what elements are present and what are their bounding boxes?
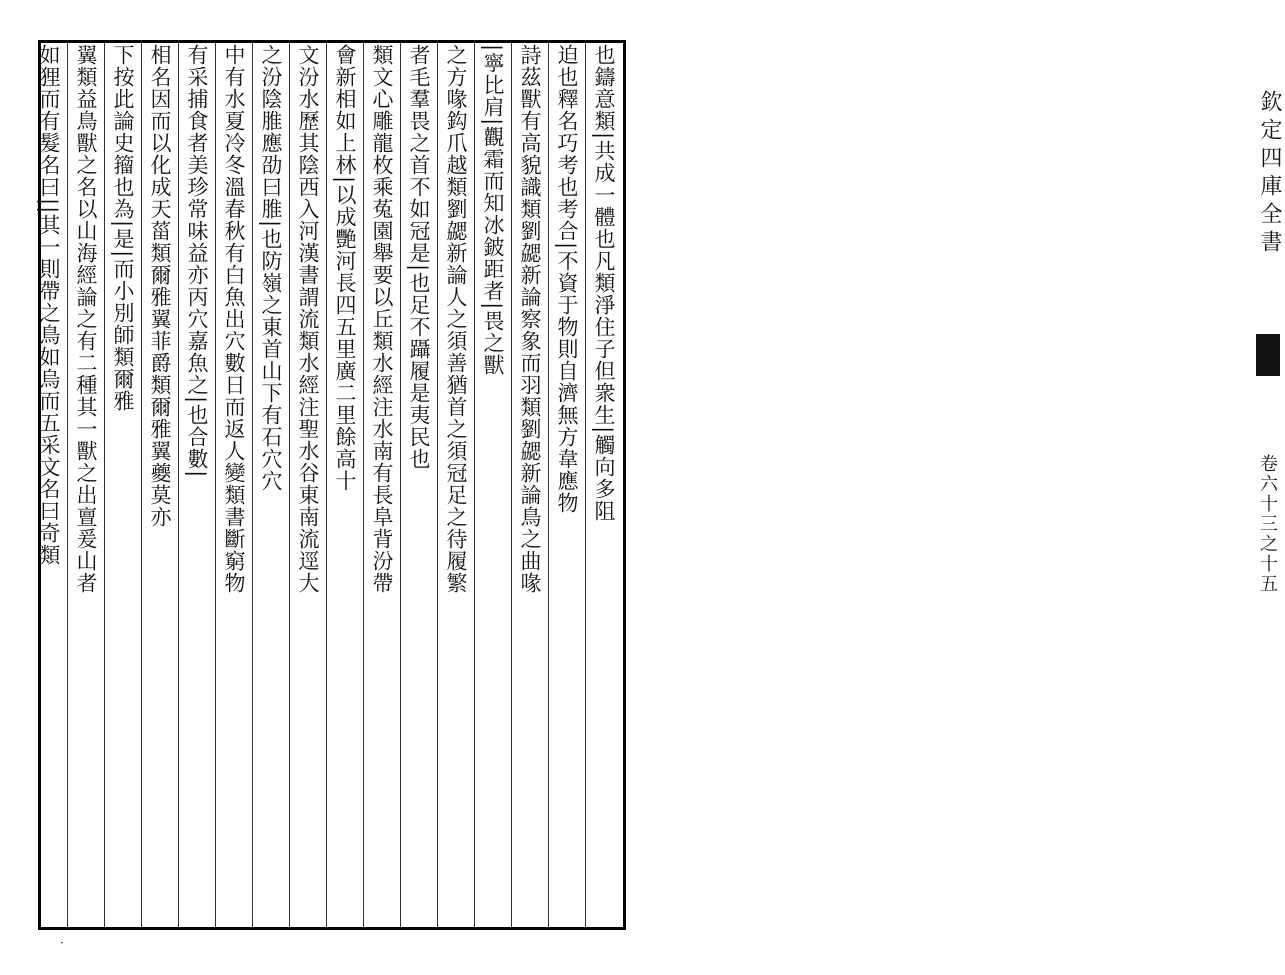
column-rule	[326, 43, 327, 927]
text-column-3: 詩茲獸有高貌識類劉勰新論察象而羽類劉勰新論鳥之曲喙	[518, 44, 542, 594]
text-column-5: 之方喙鈎爪越類劉勰新論人之須善猶首之須冠足之待履繁	[444, 44, 468, 594]
column-rule	[400, 43, 401, 927]
text-column-6: 者毛羣畏之首不如冠是|也足不躡履是夷民也	[407, 44, 431, 471]
text-column-14: 下按此論史籀也為|是|而小別師類爾雅	[111, 44, 135, 413]
text-column-12: 有采捕食者美珍常味益亦丙穴嘉魚之|也合數|	[185, 44, 209, 479]
text-column-16: 如狸而有髮名曰||其一則帶之鳥如烏而五采文名曰奇類	[37, 44, 61, 567]
text-column-8: 會新相如上林|以成艷河長四五里廣二里餘高十	[333, 44, 357, 493]
text-column-4: |寧比肩|觀霜而知冰鈹距者|畏之獸	[481, 44, 505, 377]
text-column-13: 相名因而以化成天菑類爾雅翼菲爵類爾雅翼夔莫亦	[148, 44, 172, 528]
text-column-10: 之汾陰脽應劭曰脽|也防嶺之東首山下有石穴穴	[259, 44, 283, 493]
text-column-2: 迫也釋名巧考也考合|不資于物則自濟無方韋應物	[555, 44, 579, 515]
text-column-7: 類文心雕龍枚乘菟園舉要以丘類水經注水南有長阜背汾帶	[370, 44, 394, 594]
text-column-1: 也鑄意類|共成一體也凡類淨住子但衆生|觸向多阻	[592, 44, 616, 523]
juan-number: 卷六十三之十五	[1257, 454, 1278, 594]
column-rule	[104, 43, 105, 927]
column-rule	[548, 43, 549, 927]
column-rule	[363, 43, 364, 927]
book-title: 欽定四庫全書	[1257, 90, 1282, 258]
column-rule	[141, 43, 142, 927]
column-rule	[178, 43, 179, 927]
column-rule	[585, 43, 586, 927]
column-rule	[511, 43, 512, 927]
bottom-mark: ·	[60, 936, 64, 950]
text-column-15: 翼類益鳥獸之名以山海經論之有二種其一獸之出亶爰山者	[74, 44, 98, 594]
fishtail-mark	[1256, 334, 1280, 376]
column-rule	[67, 43, 68, 927]
column-rule	[289, 43, 290, 927]
column-rule	[474, 43, 475, 927]
column-rule	[252, 43, 253, 927]
column-rule	[215, 43, 216, 927]
text-column-9: 文汾水歷其陰西入河漢書謂流類水經注聖水谷東南流逕大	[296, 44, 320, 594]
text-column-11: 中有水夏冷冬溫春秋有白魚出穴數日而返人變類書斷窮物	[222, 44, 246, 594]
column-rule	[437, 43, 438, 927]
page-margin	[626, 40, 1282, 930]
